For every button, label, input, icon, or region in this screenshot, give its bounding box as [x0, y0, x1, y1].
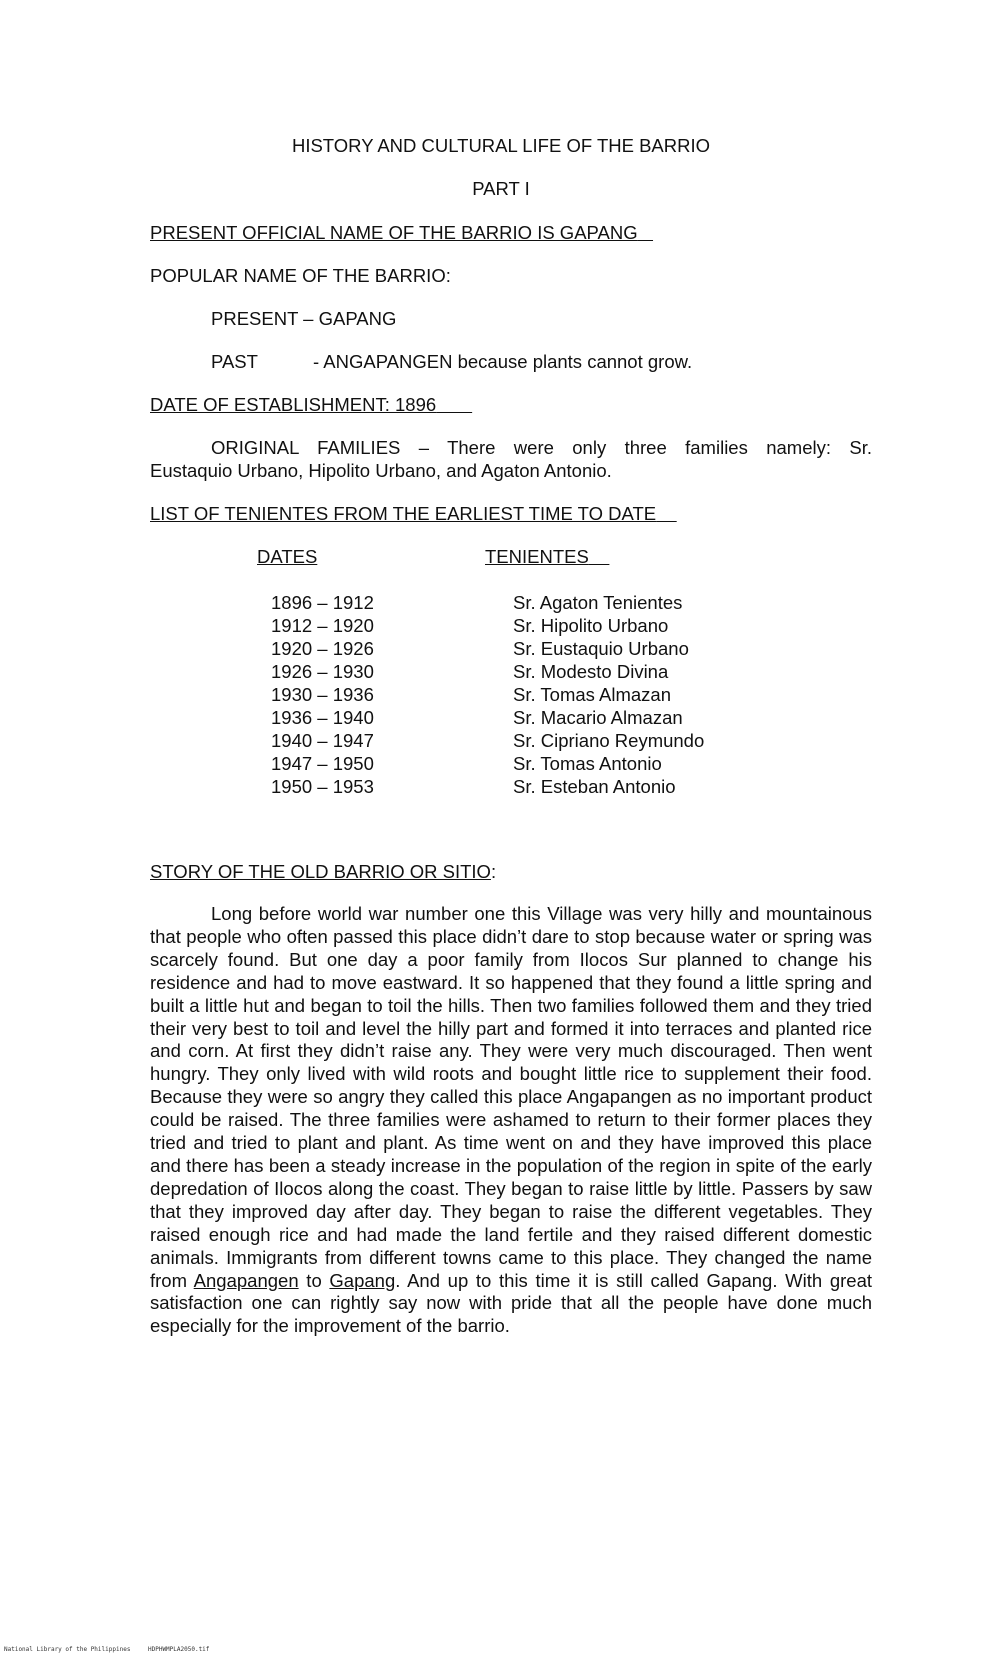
row-dates: 1896 – 1912	[271, 592, 374, 613]
popular-name-heading: POPULAR NAME OF THE BARRIO:	[150, 265, 451, 286]
row-dates: 1936 – 1940	[271, 707, 374, 728]
new-name: Gapang	[329, 1269, 396, 1291]
row-dates: 1912 – 1920	[271, 615, 374, 636]
row-dates: 1930 – 1936	[271, 684, 374, 705]
original-families-line1: ORIGINAL FAMILIES – There were only three families namely: Sr.	[211, 437, 872, 458]
present-name: PRESENT – GAPANG	[211, 308, 397, 329]
footer-library-name: National Library of the Philippines	[4, 1646, 131, 1653]
row-name: Sr. Tomas Almazan	[513, 684, 672, 705]
row-name: Sr. Tomas Antonio	[513, 753, 662, 774]
part-label: PART I	[472, 178, 530, 199]
table-row	[0, 637, 1002, 660]
row-dates: 1940 – 1947	[271, 730, 374, 751]
tenientes-heading: LIST OF TENIENTES FROM THE EARLIEST TIME TO DATE	[150, 503, 657, 524]
row-dates: 1920 – 1926	[271, 638, 374, 659]
table-row	[0, 614, 1002, 637]
row-name: Sr. Agaton Tenientes	[513, 592, 683, 613]
dates-column-header: DATES	[257, 546, 318, 567]
original-families-line2: Eustaquio Urbano, Hipolito Urbano, and Agaton Antonio.	[150, 460, 612, 481]
story-body	[150, 903, 872, 1338]
row-dates: 1947 – 1950	[271, 753, 374, 774]
story-paragraph: Long before world war number one this Village was very hilly and mountainous that people who often passed this place didn’t dare to stop because water or spring was scarcely found. But one day a poor family from Ilocos Sur planned to change his residence and had to move eastward. It so happened that they found a little spring and built a little hut and began to toil the hills. Then two families followed them and they tried their very best to toil and level the hilly part and formed it into terraces and planted rice and corn. At first they didn’t raise any. They were very much discouraged. Then went hungry. They only lived with wild roots and bought little rice to supplement their food. Because they were so angry they called this place Angapangen as no important product could be raised. The three families were ashamed to return to their former places they tried and tried to plant and plant. As time went on and they have improved this place and there has been a steady increase in the population of the region in spite of the early depredation of Ilocos along the coast. They began to raise little by little. Passers by saw that they improved day after day. They began to raise the different vegetables. They raised enough rice and had made the land fertile and they raised different domestic animals. Immigrants from different towns came to this place. They changed the name from Angapangen to Gapang. And up to this time it is still called Gapang. With great satisfaction one can rightly say now with pride that all the people have done much especially for the improvement of the barrio.	[150, 903, 872, 1337]
past-value: - ANGAPANGEN because plants cannot grow.	[313, 351, 693, 372]
document-title: HISTORY AND CULTURAL LIFE OF THE BARRIO	[291, 135, 711, 156]
official-name-heading: PRESENT OFFICIAL NAME OF THE BARRIO IS GAPANG	[150, 222, 638, 243]
table-row	[0, 706, 1002, 729]
row-name: Sr. Cipriano Reymundo	[513, 730, 705, 751]
past-label: PAST	[211, 351, 258, 372]
row-name: Sr. Esteban Antonio	[513, 776, 676, 797]
row-dates: 1950 – 1953	[271, 776, 374, 797]
row-name: Sr. Hipolito Urbano	[513, 615, 669, 636]
old-name: Angapangen	[193, 1269, 299, 1291]
row-dates: 1926 – 1930	[271, 661, 374, 682]
row-name: Sr. Eustaquio Urbano	[513, 638, 689, 659]
tenientes-column-header: TENIENTES	[485, 546, 589, 567]
establishment-heading: DATE OF ESTABLISHMENT: 1896	[150, 394, 437, 415]
table-row	[0, 683, 1002, 706]
table-row	[0, 752, 1002, 775]
row-name: Sr. Macario Almazan	[513, 707, 683, 728]
table-row	[0, 660, 1002, 683]
story-heading: STORY OF THE OLD BARRIO OR SITIO:	[150, 861, 497, 882]
row-name: Sr. Modesto Divina	[513, 661, 669, 682]
table-row	[0, 591, 1002, 614]
table-row	[0, 729, 1002, 752]
table-row	[0, 775, 1002, 798]
footer-file-id: HDPHWMPLA2050.tif	[148, 1646, 210, 1653]
